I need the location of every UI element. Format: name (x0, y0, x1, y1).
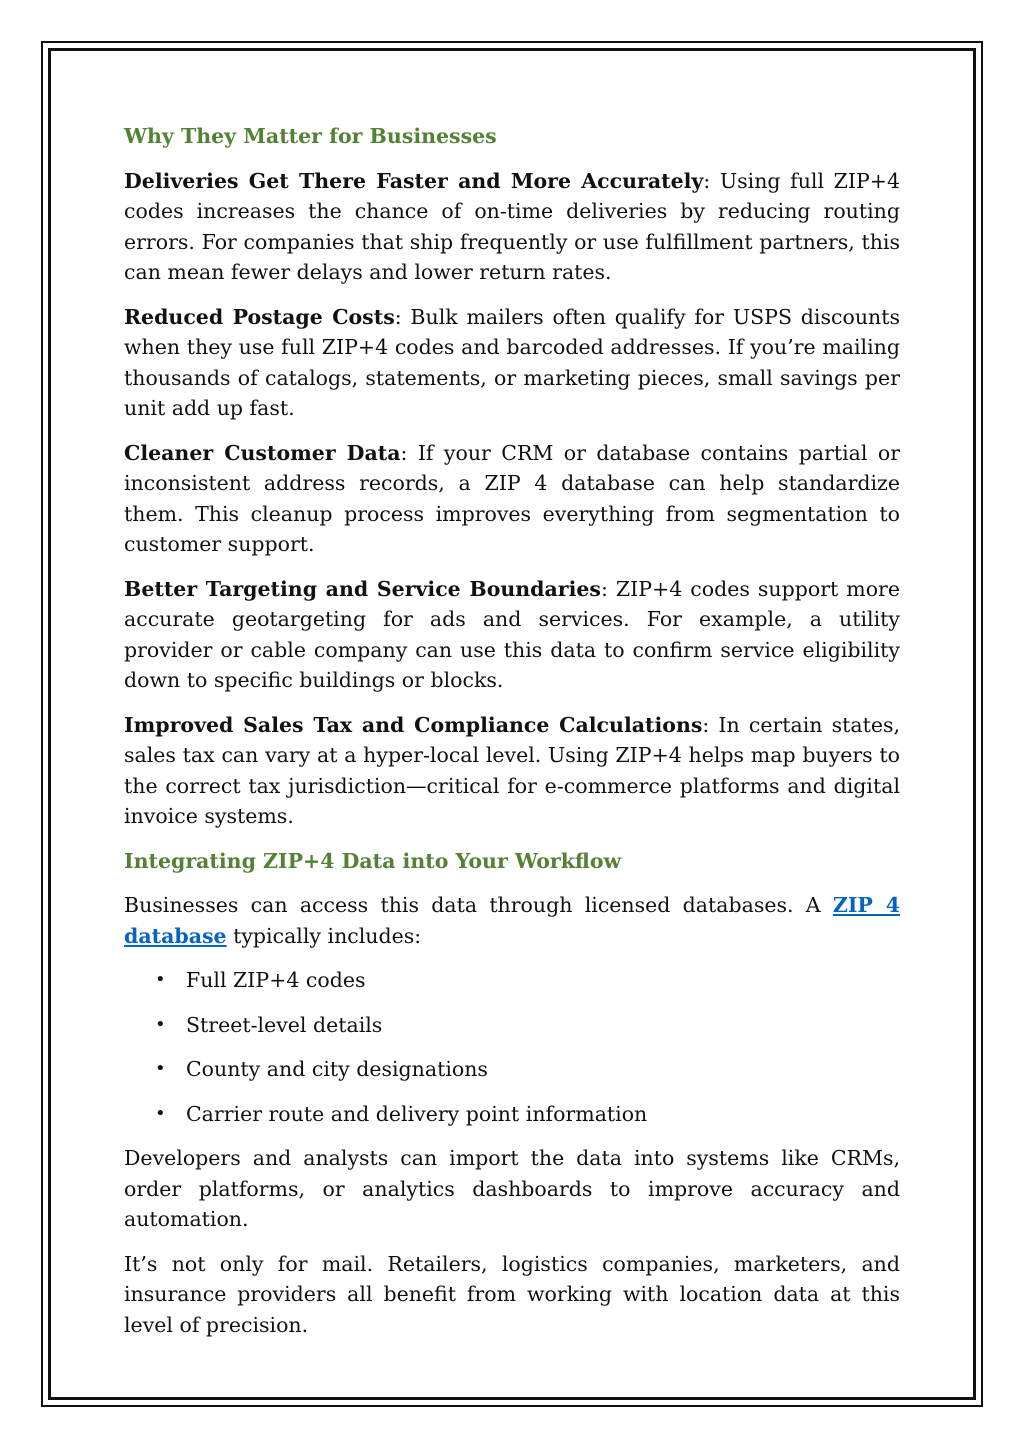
list-item (124, 1054, 900, 1085)
closing-paragraph: Developers and analysts can import the data into systems like CRMs, order platforms, or analytics dashboards to improve accuracy and automation. (124, 1146, 900, 1231)
benefit-paragraph (124, 302, 900, 424)
benefit-text: : If your CRM or database contains partial or inconsistent address records, a ZIP 4 database can help standardize them. This cleanup process improves everything from segmentation to customer support. (124, 440, 901, 556)
document-body (124, 121, 900, 1354)
benefit-title: Deliveries Get There Faster and More Accurately (124, 168, 704, 193)
benefit-text: : ZIP+4 codes support more accurate geotargeting for ads and services. For example, a utility provider or cable company can use this data to confirm service eligibility down to specific buildings or blocks. (124, 576, 900, 692)
list-item-text: County and city designations (186, 1057, 488, 1081)
list-item-text: Street-level details (186, 1012, 383, 1037)
intro-text-after: typically includes: (226, 923, 422, 948)
benefit-paragraph (124, 574, 900, 696)
section-heading-integrating: Integrating ZIP+4 Data into Your Workflow (124, 848, 622, 873)
benefit-title: Cleaner Customer Data (124, 440, 401, 465)
benefit-text: : In certain states, sales tax can vary at a hyper-local level. Using ZIP+4 helps map buyers to the correct tax jurisdiction—critical for e-commerce platforms and digital invoice systems. (124, 712, 900, 828)
list-item (124, 1099, 900, 1130)
list-item (124, 965, 900, 996)
bullet-icon: • (155, 1058, 166, 1079)
bullet-icon: • (155, 1013, 166, 1035)
benefit-text: : Bulk mailers often qualify for USPS discounts when they use full ZIP+4 codes and barcoded addresses. If you’re mailing thousands of catalogs, statements, or marketing pieces, small savings per unit add up fast. (124, 304, 900, 420)
benefit-title: Improved Sales Tax and Compliance Calculations (124, 712, 703, 737)
intro-paragraph (124, 890, 900, 951)
bullet-icon: • (155, 969, 166, 990)
benefit-title: Better Targeting and Service Boundaries (124, 576, 601, 601)
benefit-title: Reduced Postage Costs (124, 304, 395, 329)
bullet-icon: • (155, 1102, 166, 1124)
zip4-database-link[interactable]: ZIP 4 database (124, 893, 901, 948)
benefit-paragraph (124, 710, 900, 832)
list-item (124, 1010, 900, 1041)
includes-list (124, 965, 900, 1129)
benefit-paragraph (124, 166, 900, 288)
closing-paragraph: It’s not only for mail. Retailers, logistics companies, marketers, and insurance providers all benefit from working with location data at this level of precision. (124, 1251, 900, 1337)
intro-text-before: Businesses can access this data through licensed databases. A (124, 893, 833, 917)
list-item-text: Carrier route and delivery point information (186, 1101, 648, 1126)
section-heading-why-they-matter: Why They Matter for Businesses (124, 124, 497, 148)
benefit-text: : Using full ZIP+4 codes increases the chance of on-time deliveries by reducing routing errors. For companies that ship frequently or use fulfillment partners, this can mean fewer delays and lower return rates. (124, 168, 900, 284)
list-item-text: Full ZIP+4 codes (186, 968, 366, 992)
benefit-paragraph (124, 438, 900, 560)
